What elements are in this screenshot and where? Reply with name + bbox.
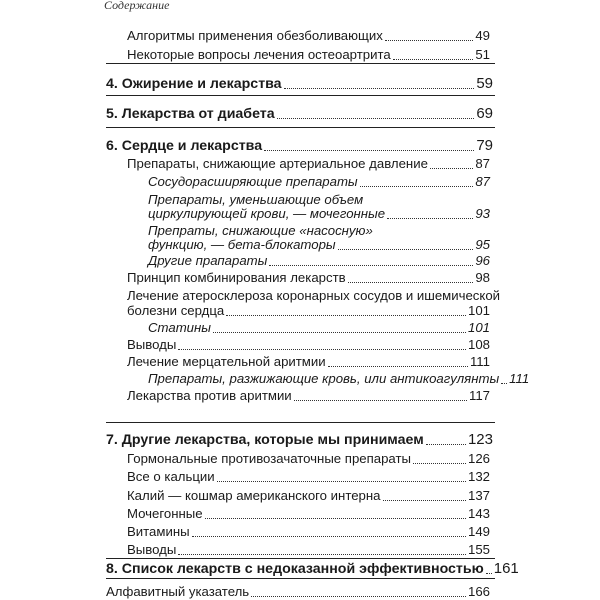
toc-leader (486, 573, 492, 574)
toc-entry[interactable] (127, 47, 490, 63)
toc-leader (501, 383, 507, 384)
running-header: Содержание (104, 0, 170, 12)
toc-entry[interactable] (127, 488, 490, 504)
toc-entry[interactable] (127, 388, 490, 404)
toc-entry-title: Гормональные противозачаточные препараты (127, 451, 411, 466)
toc-subentry[interactable] (148, 174, 490, 190)
toc-entry-page: 117 (468, 388, 490, 403)
toc-chapter-page: 123 (467, 431, 493, 448)
toc-entry-page: 166 (467, 584, 490, 599)
toc-leader (264, 150, 474, 151)
toc-leader (338, 249, 474, 250)
toc-subentry[interactable] (148, 206, 490, 222)
toc-leader (192, 536, 466, 537)
toc-entry-title: Выводы (127, 542, 177, 557)
toc-chapter[interactable] (106, 432, 493, 448)
toc-leader (213, 332, 466, 333)
toc-entry-title: Препараты, разжижающие кровь, или антикоагулянты (148, 371, 500, 386)
toc-chapter[interactable] (106, 76, 493, 92)
toc-leader (387, 218, 473, 219)
toc-entry-page: 95 (475, 237, 490, 252)
toc-chapter-page: 79 (476, 137, 493, 154)
toc-entry[interactable] (106, 584, 490, 600)
toc-subentry-line[interactable]: Препараты, уменьшающие объем (148, 192, 364, 207)
toc-chapter-title: 4. Ожирение и лекарства (106, 76, 282, 92)
toc-chapter[interactable] (106, 560, 519, 577)
toc-subentry-line[interactable]: Препраты, снижающие «насосную» (148, 223, 373, 238)
toc-entry[interactable] (127, 524, 490, 540)
toc-entry-page: 101 (467, 320, 490, 335)
toc-subentry[interactable] (148, 371, 530, 387)
toc-entry-line[interactable]: Лечение атеросклероза коронарных сосудов и ишемической (127, 288, 501, 303)
toc-entry[interactable] (127, 270, 490, 286)
toc-leader (294, 400, 467, 401)
toc-entry-page: 155 (467, 542, 490, 557)
section-rule (106, 95, 495, 96)
toc-entry-page: 98 (475, 270, 490, 285)
toc-entry-title: Некоторые вопросы лечения остеоартрита (127, 47, 391, 62)
toc-leader (178, 349, 466, 350)
toc-entry[interactable] (127, 156, 490, 172)
toc-leader (328, 366, 468, 367)
toc-entry-title: Другие прапараты (148, 253, 268, 268)
toc-chapter[interactable] (106, 138, 493, 154)
toc-entry[interactable] (127, 542, 490, 558)
toc-entry-page: 108 (467, 337, 490, 352)
toc-leader (217, 481, 466, 482)
toc-leader (383, 500, 466, 501)
toc-entry-title: Принцип комбинирования лекарств (127, 270, 346, 285)
section-rule (106, 558, 495, 559)
section-rule (106, 127, 495, 128)
toc-entry-page: 101 (467, 303, 490, 318)
toc-entry-title: Все о кальции (127, 469, 215, 484)
toc-entry-title: Витамины (127, 524, 190, 539)
toc-entry-page: 87 (475, 174, 490, 189)
toc-entry-title: циркулирующей крови, — мочегонные (148, 206, 386, 221)
toc-leader (251, 596, 466, 597)
toc-entry-title: Сосудорасширяющие препараты (148, 174, 358, 189)
toc-entry-title: Лекарства против аритмии (127, 388, 292, 403)
section-rule (106, 578, 495, 579)
toc-leader (348, 282, 474, 283)
toc-leader (178, 554, 466, 555)
toc-entry[interactable] (127, 451, 490, 467)
toc-chapter-page: 59 (476, 75, 493, 92)
toc-entry-page: 93 (475, 206, 490, 221)
toc-entry-page: 149 (467, 524, 490, 539)
toc-entry[interactable] (127, 28, 490, 44)
toc-entry[interactable] (127, 354, 490, 370)
toc-entry-title: Мочегонные (127, 506, 203, 521)
toc-leader (426, 444, 466, 445)
toc-chapter-title: 7. Другие лекарства, которые мы принимаем (106, 432, 424, 448)
toc-entry-title: Статины (148, 320, 211, 335)
section-rule (106, 422, 495, 423)
toc-entry-title: Алфавитный указатель (106, 584, 250, 599)
toc-subentry[interactable] (148, 253, 490, 269)
section-rule (106, 63, 495, 64)
toc-entry-page: 111 (469, 354, 490, 369)
toc-chapter[interactable] (106, 106, 493, 122)
toc-chapter-title: 6. Сердце и лекарства (106, 138, 263, 154)
toc-entry-title: Выводы (127, 337, 177, 352)
toc-entry-page: 51 (475, 47, 490, 62)
toc-entry-title: Препараты, снижающие артериальное давление (127, 156, 428, 171)
toc-entry-page: 132 (467, 469, 490, 484)
toc-entry-page: 126 (467, 451, 490, 466)
toc-subentry[interactable] (148, 320, 490, 336)
toc-entry-page: 143 (467, 506, 490, 521)
toc-leader (226, 315, 466, 316)
toc-entry-page: 96 (475, 253, 490, 268)
toc-entry-title: Алгоритмы применения обезболивающих (127, 28, 383, 43)
toc-entry-page: 111 (509, 371, 530, 386)
toc-chapter-page: 161 (493, 560, 519, 577)
toc-subentry[interactable] (148, 237, 490, 253)
toc-chapter-title: 8. Список лекарств с недоказанной эффективностью (106, 561, 484, 577)
toc-leader (430, 168, 473, 169)
toc-entry[interactable] (127, 337, 490, 353)
toc-entry-title: функцию, — бета-блокаторы (148, 237, 336, 252)
toc-leader (277, 118, 475, 119)
toc-entry[interactable] (127, 303, 490, 319)
toc-leader (393, 59, 474, 60)
toc-chapter-title: 5. Лекарства от диабета (106, 106, 275, 122)
toc-leader (360, 186, 474, 187)
toc-leader (284, 88, 475, 89)
toc-chapter-page: 69 (476, 105, 493, 122)
toc-leader (205, 518, 466, 519)
toc-entry-page: 49 (475, 28, 490, 43)
toc-leader (269, 265, 473, 266)
toc-entry-title: Калий — кошмар американского интерна (127, 488, 381, 503)
toc-leader (413, 463, 466, 464)
toc-entry-page: 137 (467, 488, 490, 503)
toc-entry-page: 87 (475, 156, 490, 171)
toc-entry[interactable] (127, 469, 490, 485)
toc-entry-title: Лечение мерцательной аритмии (127, 354, 326, 369)
toc-entry-title: болезни сердца (127, 303, 225, 318)
toc-leader (385, 40, 473, 41)
toc-entry[interactable] (127, 506, 490, 522)
